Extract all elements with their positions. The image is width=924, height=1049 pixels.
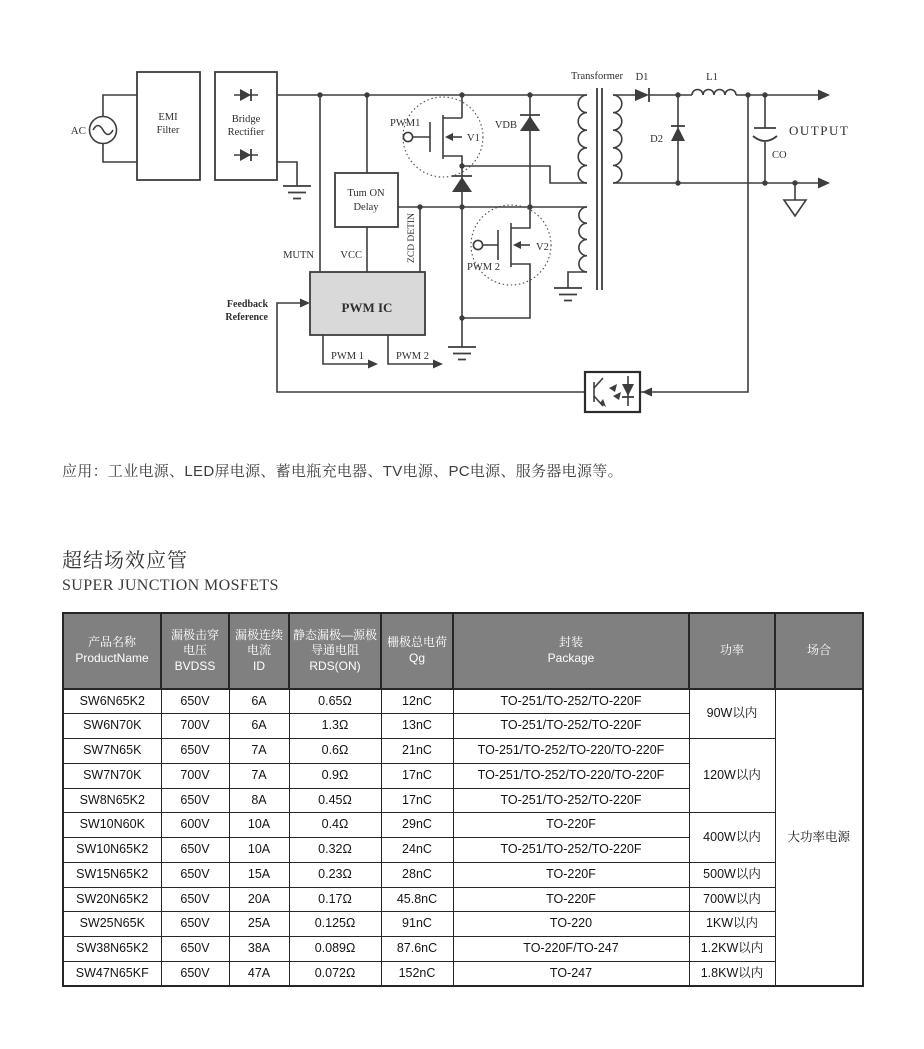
table-cell: 600V [161, 813, 229, 838]
table-cell: SW7N65K [63, 739, 161, 764]
table-cell: 24nC [381, 838, 453, 863]
power-cell: 500W以内 [689, 862, 775, 887]
table-cell: TO-220F [453, 813, 689, 838]
pwm-ic-label: PWM IC [341, 300, 393, 315]
table-cell: SW6N65K2 [63, 689, 161, 714]
table-row [63, 689, 863, 714]
transformer-icon [578, 88, 622, 290]
table-cell: 47A [229, 961, 289, 986]
table-cell: 0.072Ω [289, 961, 381, 986]
power-cell: 90W以内 [689, 689, 775, 739]
table-cell: 13nC [381, 714, 453, 739]
table-cell: 6A [229, 689, 289, 714]
table-cell: SW47N65KF [63, 961, 161, 986]
table-cell: SW10N65K2 [63, 838, 161, 863]
table-cell: 0.17Ω [289, 887, 381, 912]
table-cell: TO-251/TO-252/TO-220F [453, 838, 689, 863]
turn-on-delay-label: Delay [353, 202, 379, 213]
table-cell: 650V [161, 937, 229, 962]
table-cell: 21nC [381, 739, 453, 764]
section-title-en: SUPER JUNCTION MOSFETS [62, 577, 279, 594]
emi-filter-label: EMI [158, 112, 178, 123]
table-cell: 7A [229, 739, 289, 764]
table-cell: 650V [161, 862, 229, 887]
table-cell: 17nC [381, 763, 453, 788]
feedback-label: Reference [225, 312, 268, 323]
vdb-diode-icon [520, 115, 540, 131]
table-cell: SW8N65K2 [63, 788, 161, 813]
circuit-diagram [0, 0, 924, 445]
co-capacitor-icon [753, 128, 777, 141]
table-header-row [63, 613, 863, 689]
d2-diode-icon [671, 126, 685, 141]
table-cell: 0.32Ω [289, 838, 381, 863]
table-cell: 7A [229, 763, 289, 788]
table-cell: 650V [161, 689, 229, 714]
table-cell: 45.8nC [381, 887, 453, 912]
occasion-cell: 大功率电源 [775, 689, 863, 986]
pwm1-gate-label: PWM1 [390, 118, 421, 129]
application-text: 应用：工业电源、LED屏电源、蓄电瓶充电器、TV电源、PC电源、服务器电源等。 [62, 463, 623, 480]
table-cell: 8A [229, 788, 289, 813]
bridge-rectifier-label: Bridge [231, 114, 261, 125]
table-cell: TO-251/TO-252/TO-220F [453, 788, 689, 813]
table-cell: SW20N65K2 [63, 887, 161, 912]
mutn-label: MUTN [283, 250, 314, 261]
v1-body-diode-icon [452, 176, 472, 192]
table-cell: SW15N65K2 [63, 862, 161, 887]
col-header-package: 封装 Package [453, 613, 689, 689]
col-header-rdson: 静态漏极—源极 导通电阻 RDS(ON) [289, 613, 381, 689]
table-cell: 10A [229, 813, 289, 838]
table-row [63, 887, 863, 912]
section-title-cn: 超结场效应管 [62, 550, 188, 572]
table-cell: 0.9Ω [289, 763, 381, 788]
mosfet-table [62, 612, 864, 987]
feedback-label: Feedback [226, 299, 268, 310]
transformer-label: Transformer [570, 71, 624, 82]
table-cell: SW7N70K [63, 763, 161, 788]
table-cell: SW10N60K [63, 813, 161, 838]
output-ground-icon [784, 200, 806, 216]
table-cell: 650V [161, 788, 229, 813]
zcd-detin-label: ZCD DETIN [407, 213, 417, 263]
output-label: OUTPUT [789, 123, 850, 138]
table-cell: 0.23Ω [289, 862, 381, 887]
table-row [63, 739, 863, 764]
table-cell: TO-220 [453, 912, 689, 937]
pwm2-out-label: PWM 2 [396, 351, 429, 362]
table-cell: TO-247 [453, 961, 689, 986]
d2-label: D2 [650, 134, 663, 145]
col-header-occasion: 场合 [775, 613, 863, 689]
table-cell: 650V [161, 912, 229, 937]
table-cell: 10A [229, 838, 289, 863]
table-cell: 28nC [381, 862, 453, 887]
table-row [63, 862, 863, 887]
turn-on-delay-label: Tum ON [347, 188, 385, 199]
table-cell: 15A [229, 862, 289, 887]
table-cell: TO-251/TO-252/TO-220F [453, 714, 689, 739]
vdb-label: VDB [494, 120, 517, 131]
pwm1-out-label: PWM 1 [331, 351, 364, 362]
output-arrow-icon [818, 90, 830, 189]
table-cell: TO-220F/TO-247 [453, 937, 689, 962]
table-cell: TO-251/TO-252/TO-220/TO-220F [453, 763, 689, 788]
table-cell: 700V [161, 763, 229, 788]
table-cell: TO-251/TO-252/TO-220/TO-220F [453, 739, 689, 764]
d1-diode-icon [635, 88, 649, 102]
table-cell: 0.6Ω [289, 739, 381, 764]
table-cell: 650V [161, 739, 229, 764]
turn-on-delay-box [335, 173, 398, 227]
col-header-product: 产品名称 ProductName [63, 613, 161, 689]
col-header-power: 功率 [689, 613, 775, 689]
table-cell: 0.125Ω [289, 912, 381, 937]
table-cell: 12nC [381, 689, 453, 714]
bridge-rectifier-box [215, 72, 277, 180]
table-cell: 1.3Ω [289, 714, 381, 739]
table-row [63, 937, 863, 962]
power-cell: 1.2KW以内 [689, 937, 775, 962]
table-cell: 0.65Ω [289, 689, 381, 714]
table-row [63, 813, 863, 838]
v2-label: V2 [536, 242, 549, 253]
table-cell: SW38N65K2 [63, 937, 161, 962]
table-cell: 700V [161, 714, 229, 739]
pwm2-gate-label: PWM 2 [467, 262, 500, 273]
ac-source-icon [90, 117, 117, 144]
l1-inductor-icon [692, 90, 736, 96]
table-cell: 0.089Ω [289, 937, 381, 962]
table-cell: 20A [229, 887, 289, 912]
table-cell: 152nC [381, 961, 453, 986]
power-cell: 400W以内 [689, 813, 775, 863]
l1-label: L1 [706, 72, 718, 83]
table-cell: 650V [161, 961, 229, 986]
power-cell: 1KW以内 [689, 912, 775, 937]
table-cell: SW6N70K [63, 714, 161, 739]
table-cell: 650V [161, 838, 229, 863]
d1-label: D1 [635, 72, 649, 83]
table-cell: 25A [229, 912, 289, 937]
table-row [63, 961, 863, 986]
table-cell: TO-251/TO-252/TO-220F [453, 689, 689, 714]
table-cell: 0.45Ω [289, 788, 381, 813]
power-cell: 700W以内 [689, 887, 775, 912]
ac-label: AC [70, 125, 86, 137]
table-cell: SW25N65K [63, 912, 161, 937]
col-header-qg: 栅极总电荷 Qg [381, 613, 453, 689]
table-cell: TO-220F [453, 862, 689, 887]
table-row [63, 912, 863, 937]
col-header-bvdss: 漏极击穿 电压 BVDSS [161, 613, 229, 689]
power-cell: 1.8KW以内 [689, 961, 775, 986]
co-label: CO [772, 150, 787, 161]
bridge-rectifier-label: Rectifier [227, 127, 265, 138]
v1-label: V1 [467, 133, 480, 144]
table-cell: 38A [229, 937, 289, 962]
table-cell: TO-220F [453, 887, 689, 912]
table-cell: 650V [161, 887, 229, 912]
table-cell: 6A [229, 714, 289, 739]
table-cell: 0.4Ω [289, 813, 381, 838]
table-cell: 91nC [381, 912, 453, 937]
table-cell: 17nC [381, 788, 453, 813]
emi-filter-label: Filter [156, 125, 180, 136]
table-cell: 29nC [381, 813, 453, 838]
table-cell: 87.6nC [381, 937, 453, 962]
mosfet-table-body [63, 689, 863, 986]
power-cell: 120W以内 [689, 739, 775, 813]
col-header-id: 漏极连续 电流 ID [229, 613, 289, 689]
vcc-label: VCC [340, 250, 362, 261]
optocoupler-icon [585, 372, 640, 412]
